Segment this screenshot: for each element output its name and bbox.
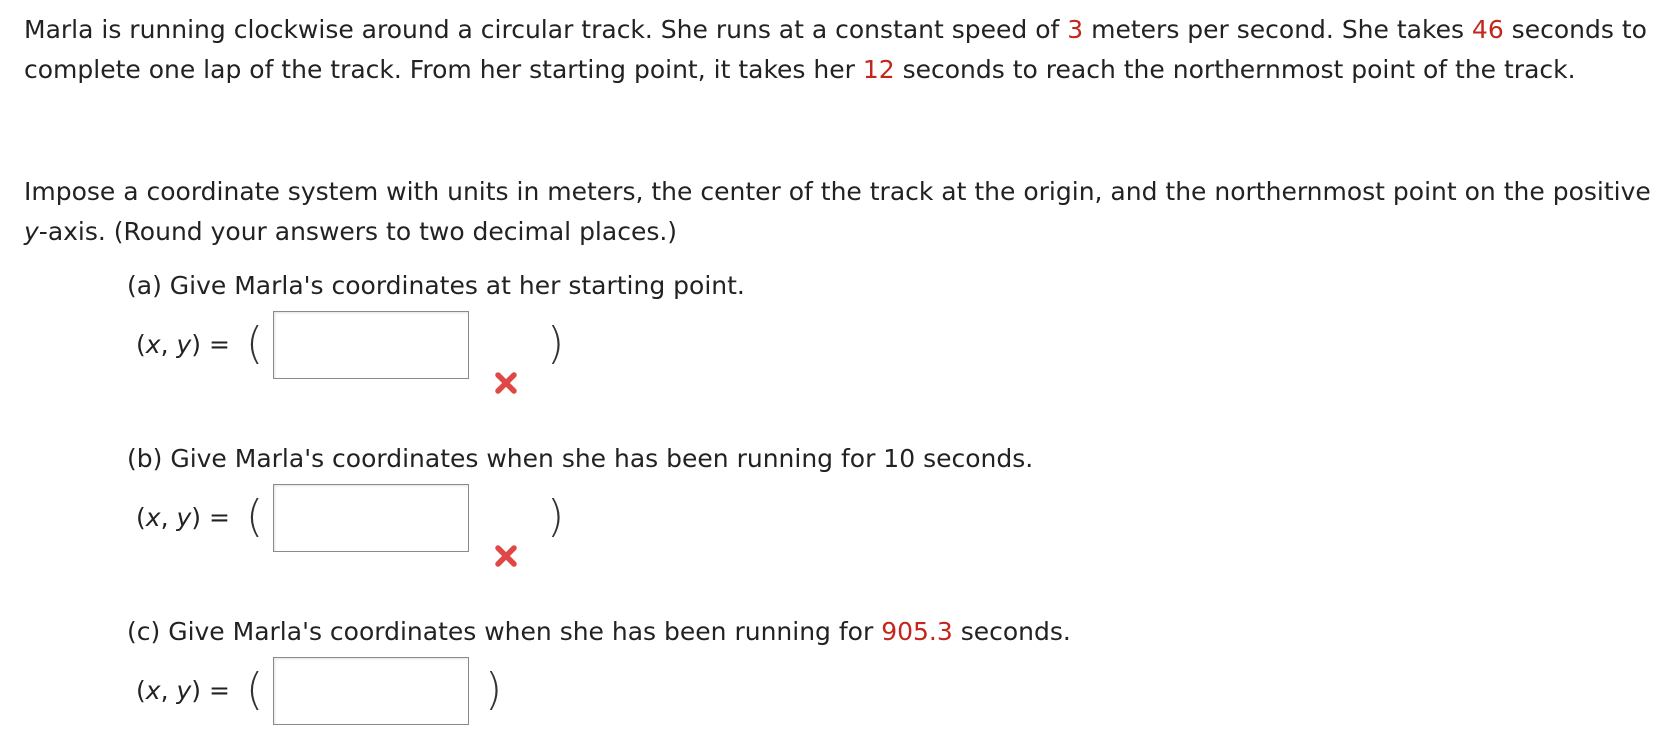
- part-b-prompt: (b) Give Marla's coordinates when she has been running for 10 seconds.: [127, 444, 1034, 473]
- statement-text: Marla is running clockwise around a circular track. She runs at a constant speed of: [24, 15, 1068, 44]
- right-paren: ): [485, 664, 503, 715]
- problem-statement: [24, 10, 1654, 90]
- coordinate-label: (x, y) =: [136, 676, 230, 705]
- part-a-answer-input[interactable]: [273, 311, 469, 379]
- statement-text: seconds to complete one lap of the track. From her starting point, it takes her: [24, 15, 1647, 84]
- part-c-prompt: [127, 614, 1071, 650]
- left-paren: (: [246, 664, 264, 715]
- statement-text: seconds to reach the northernmost point of the track.: [894, 55, 1576, 84]
- left-paren: (: [246, 491, 264, 542]
- part-c-time-value: 905.3: [881, 617, 953, 646]
- coordinate-label: (x, y) =: [136, 330, 230, 359]
- instruction-text: Impose a coordinate system with units in meters, the center of the track at the origin, and the northernmost point on the positive: [24, 177, 1651, 206]
- x-mark-icon: [493, 370, 519, 396]
- speed-value: 3: [1067, 15, 1084, 44]
- instruction-text: -axis. (Round your answers to two decimal places.): [38, 217, 678, 246]
- part-c-text: (c) Give Marla's coordinates when she has been running for: [127, 617, 882, 646]
- axis-variable: y: [24, 217, 39, 246]
- part-c-answer-input[interactable]: [273, 657, 469, 725]
- right-paren: ): [547, 318, 565, 369]
- coordinate-instructions: [24, 172, 1654, 252]
- north-time-value: 12: [862, 55, 895, 84]
- part-c-text: seconds.: [952, 617, 1071, 646]
- statement-text: meters per second. She takes: [1083, 15, 1472, 44]
- coordinate-label: (x, y) =: [136, 503, 230, 532]
- left-paren: (: [246, 318, 264, 369]
- part-a-prompt: (a) Give Marla's coordinates at her starting point.: [127, 271, 745, 300]
- x-mark-icon: [493, 543, 519, 569]
- part-b-answer-input[interactable]: [273, 484, 469, 552]
- lap-time-value: 46: [1471, 15, 1504, 44]
- right-paren: ): [547, 491, 565, 542]
